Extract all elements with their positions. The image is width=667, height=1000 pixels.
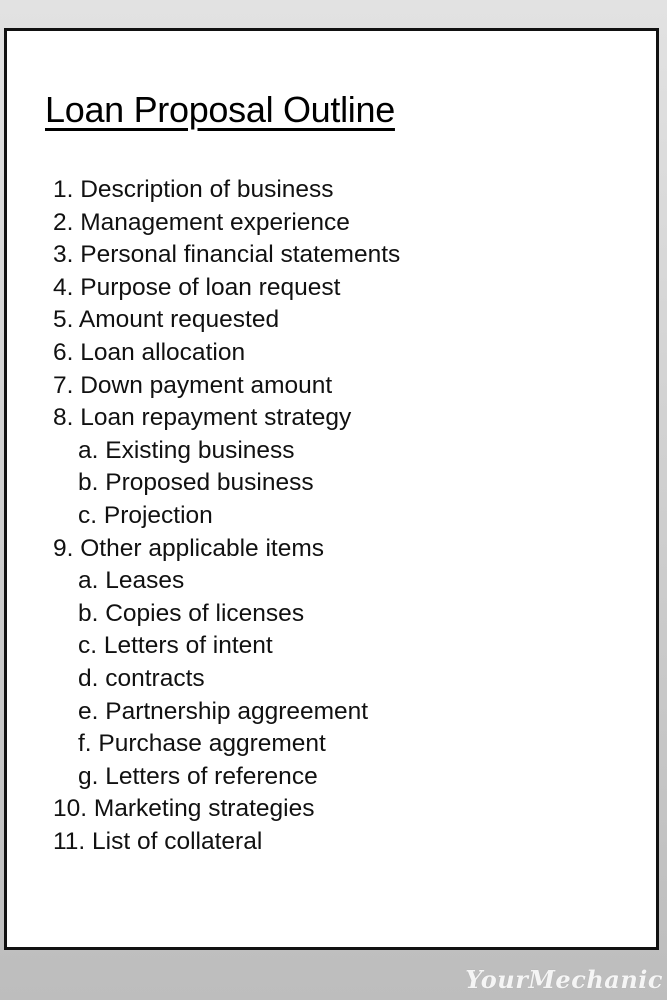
outline-item: 7. Down payment amount <box>53 371 333 399</box>
outline-subitem: g. Letters of reference <box>78 762 318 790</box>
outline-list <box>53 174 400 858</box>
outline-subitem: c. Projection <box>78 501 213 529</box>
outline-subitem: a. Existing business <box>78 436 295 464</box>
outline-item: 11. List of collateral <box>53 827 263 855</box>
outline-item: 2. Management experience <box>53 208 350 236</box>
page-title: Loan Proposal Outline <box>45 89 395 130</box>
outline-subitem: a. Leases <box>78 567 185 595</box>
outline-item: 8. Loan repayment strategy <box>53 404 352 432</box>
outline-item: 9. Other applicable items <box>53 534 324 562</box>
outline-subitem: c. Letters of intent <box>78 632 273 660</box>
brand-watermark: YourMechanic <box>465 965 663 994</box>
outline-subitem: d. contracts <box>78 664 205 692</box>
outline-item: 10. Marketing strategies <box>53 795 315 823</box>
outline-subitem: b. Proposed business <box>78 469 314 497</box>
document-page <box>4 28 659 950</box>
outline-item: 6. Loan allocation <box>53 338 246 366</box>
outline-subitem: b. Copies of licenses <box>78 599 305 627</box>
outline-item: 5. Amount requested <box>53 306 280 334</box>
outline-subitem: e. Partnership aggreement <box>78 697 369 725</box>
outline-item: 1. Description of business <box>53 176 334 203</box>
outline-item: 3. Personal financial statements <box>53 241 401 269</box>
outline-subitem: f. Purchase aggrement <box>78 730 326 758</box>
outline-item: 4. Purpose of loan request <box>53 273 341 301</box>
